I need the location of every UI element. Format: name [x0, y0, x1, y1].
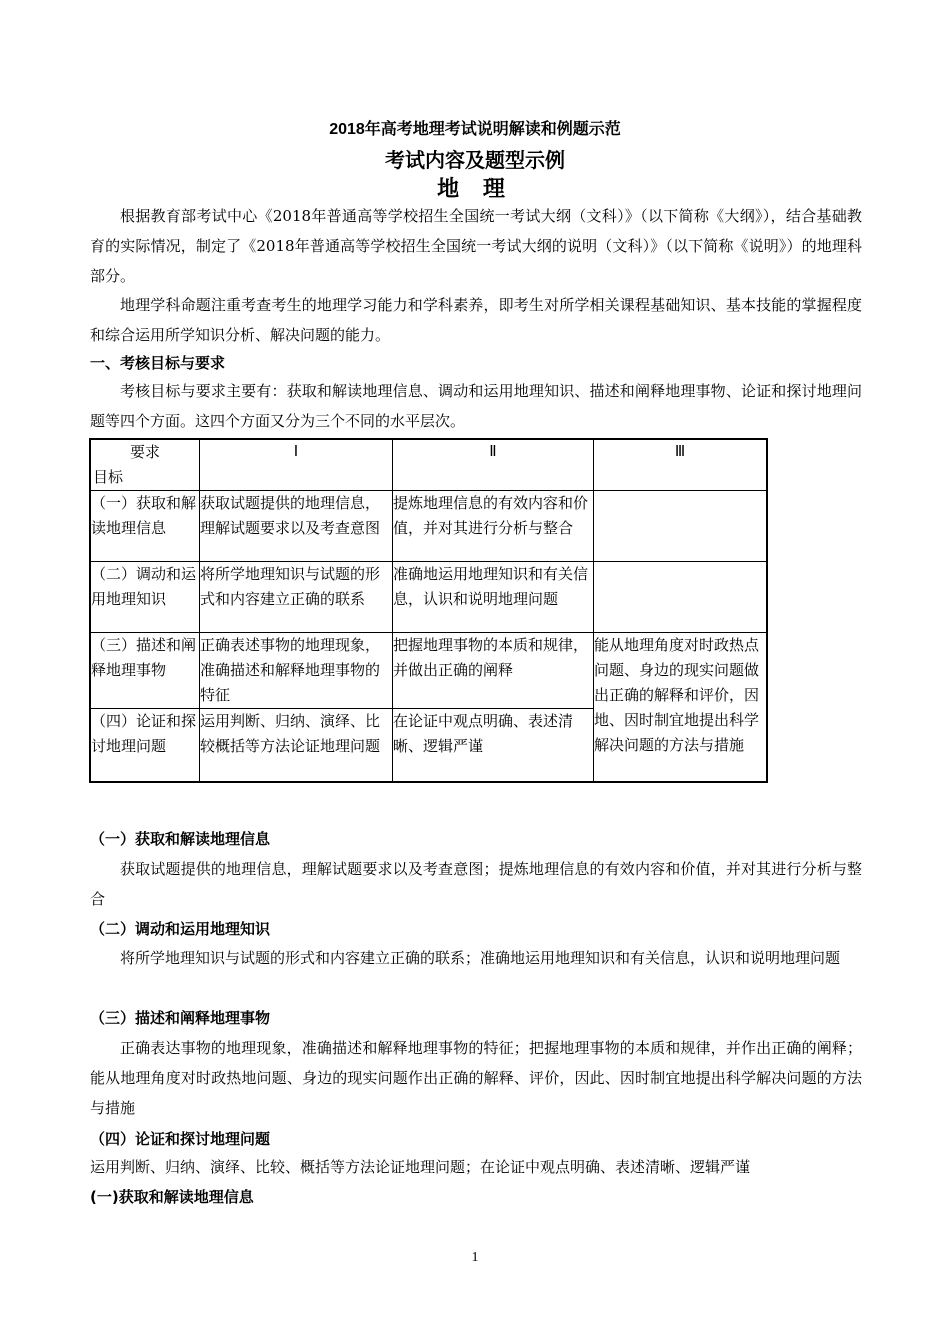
intro-paragraph-1: 根据教育部考试中心《2018年普通高等学校招生全国统一考试大纲（文科）》（以下简称《大纲》），结合基础教育的实际情况，制定了《2018年普通高等学校招生全国统一考试大纲的说明（文科）》（以下简称《说明》）的地理科部分。: [90, 207, 862, 285]
goal-cell: （二）调动和运用地理知识: [90, 562, 200, 633]
detail-heading-1: （一）获取和解读地理信息: [90, 830, 271, 848]
detail-text-3: 正确表达事物的地理现象，准确描述和解释地理事物的特征；把握地理事物的本质和规律，并作出正确的阐释；能从地理角度对时政热地问题、身边的现实问题作出正确的解释、评价，因此、因时制宜地提出科学解决问题的方法与措施: [90, 1039, 862, 1117]
level2-cell: 在论证中观点明确、表述清晰、逻辑严谨: [393, 709, 594, 783]
level2-cell: 提炼地理信息的有效内容和价值，并对其进行分析与整合: [393, 491, 594, 562]
detail-heading-3: （三）描述和阐释地理事物: [90, 1009, 271, 1027]
level1-cell: 正确表述事物的地理现象，准确描述和解释地理事物的特征: [200, 633, 393, 709]
detail-text-1: 获取试题提供的地理信息，理解试题要求以及考查意图；提炼地理信息的有效内容和价值，并对其进行分析与整合: [90, 860, 862, 908]
requirements-table: [89, 438, 768, 783]
level-header-3: Ⅲ: [594, 439, 768, 491]
level2-cell: 把握地理事物的本质和规律，并做出正确的阐释: [393, 633, 594, 709]
detail-heading-4: （四）论证和探讨地理问题: [90, 1130, 271, 1148]
subject-title: 地 理: [437, 177, 513, 202]
goal-cell: （三）描述和阐释地理事物: [90, 633, 200, 709]
table-row: [90, 491, 767, 562]
corner-label-requirement: 要求: [129, 443, 160, 461]
level-header-1: Ⅰ: [200, 439, 393, 491]
level-header-2: Ⅱ: [393, 439, 594, 491]
detail-text-4: 运用判断、归纳、演绎、比较、概括等方法论证地理问题；在论证中观点明确、表述清晰、逻辑严谨: [90, 1158, 751, 1176]
table-header-row: [90, 439, 767, 491]
trailing-section-heading: (一)获取和解读地理信息: [90, 1188, 254, 1206]
level1-cell: 获取试题提供的地理信息，理解试题要求以及考查意图: [200, 491, 393, 562]
level3-cell: [594, 491, 768, 562]
level1-cell: 将所学地理知识与试题的形式和内容建立正确的联系: [200, 562, 393, 633]
level2-cell: 准确地运用地理知识和有关信息，认识和说明地理问题: [393, 562, 594, 633]
page-number: 1: [471, 1250, 479, 1265]
goals-paragraph: 考核目标与要求主要有：获取和解读地理信息、调动和运用地理知识、描述和阐释地理事物、论证和探讨地理问题等四个方面。这四个方面又分为三个不同的水平层次。: [90, 382, 862, 430]
detail-heading-2: （二）调动和运用地理知识: [90, 920, 271, 938]
table-row: [90, 562, 767, 633]
level3-cell: [594, 562, 768, 633]
document-subtitle: 考试内容及题型示例: [385, 148, 565, 172]
section-heading-goals: 一、考核目标与要求: [90, 354, 226, 372]
detail-text-2: 将所学地理知识与试题的形式和内容建立正确的联系；准确地运用地理知识和有关信息，认识和说明地理问题: [120, 949, 841, 967]
intro-paragraph-2: 地理学科命题注重考查考生的地理学习能力和学科素养，即考生对所学相关课程基础知识、基本技能的掌握程度和综合运用所学知识分析、解决问题的能力。: [90, 296, 862, 344]
table-row: [90, 633, 767, 709]
corner-label-goal: 目标: [93, 468, 124, 486]
goal-cell: （一）获取和解读地理信息: [90, 491, 200, 562]
goal-cell: （四）论证和探讨地理问题: [90, 709, 200, 783]
table-corner-cell: [90, 439, 200, 491]
level3-cell: 能从地理角度对时政热点问题、身边的现实问题做出正确的解释和评价，因地、因时制宜地提出科学解决问题的方法与措施: [594, 633, 768, 783]
document-title: 2018年高考地理考试说明解读和例题示范: [329, 121, 621, 138]
level1-cell: 运用判断、归纳、演绎、比较概括等方法论证地理问题: [200, 709, 393, 783]
